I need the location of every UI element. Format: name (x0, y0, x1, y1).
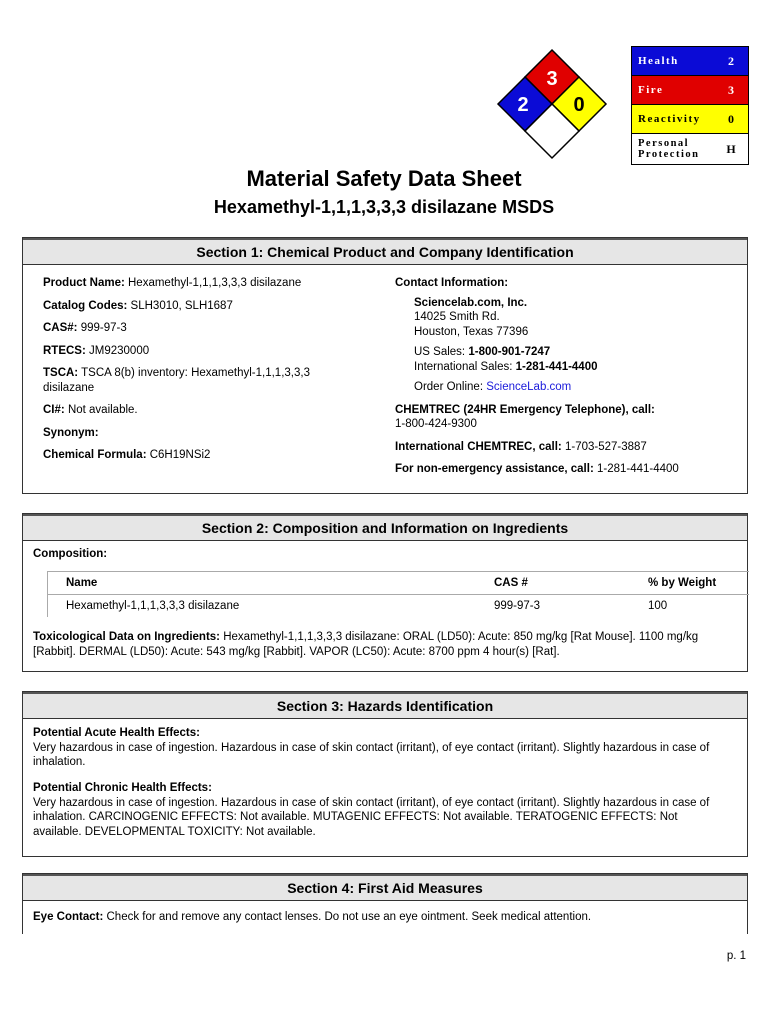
ci-value: Not available. (67, 404, 138, 416)
cas-label: CAS#: (43, 322, 78, 334)
table-row (48, 595, 750, 618)
rtecs-value: JM9230000 (89, 344, 150, 357)
chemtrec-label: CHEMTREC (24HR Emergency Telephone), call: (395, 403, 655, 416)
ingredient-cas-cell: 999-97-3 (494, 600, 541, 612)
hmis-reactivity-row (632, 105, 748, 134)
composition-label: Composition: (33, 548, 108, 560)
hmis-protection-row (632, 134, 748, 164)
nfpa-diamond (496, 48, 608, 160)
intl-chemtrec-value: 1-703-527-3887 (564, 440, 647, 453)
address-line-2: Houston, Texas 77396 (414, 325, 529, 338)
section-3-heading: Section 3: Hazards Identification (23, 692, 747, 719)
cas-line (43, 321, 373, 336)
composition-table-header (48, 572, 750, 595)
ci-line (43, 403, 373, 418)
intl-chemtrec-label: International CHEMTREC, call: (395, 440, 562, 453)
acute-effects-label: Potential Acute Health Effects: (33, 727, 200, 739)
tox-text: Hexamethyl-1,1,1,3,3,3 disilazane: ORAL (LD50): Acute: 850 mg/kg [Rat Mouse]. 1100 mg/kg [Rabbit]. DERMAL (LD50): Acute: 543 mg/kg [Rabbit]. VAPOR (LC50): Acute: 8700 ppm 4 hour(s) [Rat]. (33, 631, 699, 658)
section-4-heading: Section 4: First Aid Measures (23, 874, 747, 901)
formula-value: C6H19NSi2 (149, 449, 211, 461)
eye-contact-line (33, 910, 737, 925)
synonym-label: Synonym: (43, 426, 99, 439)
hmis-protection-label-line1: Personal (638, 138, 690, 149)
section-2-composition (22, 513, 748, 672)
hmis-reactivity-label: Reactivity (638, 113, 701, 125)
hmis-fire-row (632, 76, 748, 105)
section-2-heading: Section 2: Composition and Information on Ingredients (23, 514, 747, 541)
chronic-effects-label: Potential Chronic Health Effects: (33, 782, 212, 794)
us-sales-label: US Sales: (414, 346, 466, 358)
tsca-label: TSCA: (43, 367, 79, 379)
ci-label: CI#: (43, 404, 65, 416)
chronic-effects-text: Very hazardous in case of ingestion. Hazardous in case of skin contact (irritant), of eye contact (irritant). Slightly hazardous in case of inhalation. CARCINOGENIC EFFECTS: Not available. MUTAGENIC EFFECTS: Not available. TERATOGENIC EFFECTS: Not available. DEVELOPMENTAL TOXICITY: Not available. (33, 796, 710, 838)
us-sales-value: 1-800-901-7247 (468, 346, 551, 358)
chronic-effects-block (33, 781, 723, 839)
hmis-health-label: Health (638, 55, 679, 67)
hmis-reactivity-value: 0 (728, 111, 734, 126)
intl-sales-value: 1-281-441-4400 (515, 360, 598, 373)
product-info-column (43, 276, 373, 471)
nonemergency-line (395, 462, 740, 477)
hmis-health-value: 2 (728, 53, 734, 68)
catalog-codes-value: SLH3010, SLH1687 (130, 299, 233, 312)
contact-info-column (395, 276, 740, 477)
hmis-protection-label-line2: Protection (638, 149, 700, 160)
intl-sales-line (414, 360, 740, 375)
tox-label: Toxicological Data on Ingredients: (33, 631, 221, 643)
ingredient-name-cell: Hexamethyl-1,1,1,3,3,3 disilazane (66, 600, 240, 612)
product-name-line (43, 276, 373, 291)
hmis-fire-value: 3 (728, 82, 734, 97)
column-header-weight: % by Weight (630, 572, 749, 595)
order-online-label: Order Online: (414, 381, 484, 393)
document-subtitle: Hexamethyl-1,1,1,3,3,3 disilazane MSDS (213, 197, 555, 217)
order-online-link[interactable]: ScienceLab.com (486, 381, 572, 393)
order-online-line (414, 380, 740, 395)
tsca-value: TSCA 8(b) inventory: Hexamethyl-1,1,1,3,3,3 disilazane (43, 367, 310, 394)
catalog-codes-line (43, 299, 373, 314)
section-1-identification (22, 237, 748, 494)
intl-chemtrec-line (395, 440, 740, 455)
formula-line (43, 448, 373, 463)
page-number: p. 1 (726, 950, 746, 962)
catalog-codes-label: Catalog Codes: (43, 299, 128, 312)
nonemergency-label: For non-emergency assistance, call: (395, 463, 594, 475)
product-name-label: Product Name: (43, 277, 125, 289)
us-sales-line (414, 345, 740, 360)
hmis-protection-label (632, 138, 714, 160)
hmis-health-row (632, 47, 748, 76)
hmis-protection-value: H (726, 141, 736, 156)
ingredient-weight-cell: 100 (648, 600, 668, 612)
section-3-hazards (22, 691, 748, 857)
nfpa-reactivity-value: 0 (573, 94, 585, 116)
toxicological-data (33, 630, 733, 660)
document-title: Material Safety Data Sheet (246, 166, 522, 191)
column-header-cas: CAS # (476, 572, 630, 595)
section-4-first-aid (22, 873, 748, 934)
nonemergency-value: 1-281-441-4400 (596, 463, 679, 475)
address-line-1: 14025 Smith Rd. (414, 311, 500, 323)
rtecs-label: RTECS: (43, 344, 86, 357)
column-header-name: Name (48, 572, 477, 595)
synonym-line (43, 426, 373, 441)
hmis-fire-label: Fire (638, 84, 664, 96)
acute-effects-block (33, 726, 737, 770)
rtecs-line (43, 344, 373, 359)
nfpa-health-value: 2 (517, 94, 529, 116)
cas-value: 999-97-3 (80, 322, 127, 334)
company-name: Sciencelab.com, Inc. (414, 296, 528, 309)
acute-effects-text: Very hazardous in case of ingestion. Hazardous in case of skin contact (irritant), of eye contact (irritant). Slightly hazardous in case of inhalation. (33, 741, 710, 768)
tsca-line (43, 366, 343, 395)
company-block (395, 296, 740, 395)
chemtrec-value: 1-800-424-9300 (395, 418, 477, 430)
formula-label: Chemical Formula: (43, 449, 147, 461)
eye-contact-text: Check for and remove any contact lenses. Do not use an eye ointment. Seek medical attention. (106, 911, 592, 923)
section-1-heading: Section 1: Chemical Product and Company Identification (23, 238, 747, 265)
product-name-value: Hexamethyl-1,1,1,3,3,3 disilazane (128, 277, 302, 289)
composition-table (47, 571, 749, 617)
hmis-rating-table (631, 46, 749, 165)
eye-contact-label: Eye Contact: (33, 911, 104, 923)
intl-sales-label: International Sales: (414, 360, 513, 373)
nfpa-fire-value: 3 (546, 68, 558, 90)
contact-info-label: Contact Information: (395, 277, 509, 289)
